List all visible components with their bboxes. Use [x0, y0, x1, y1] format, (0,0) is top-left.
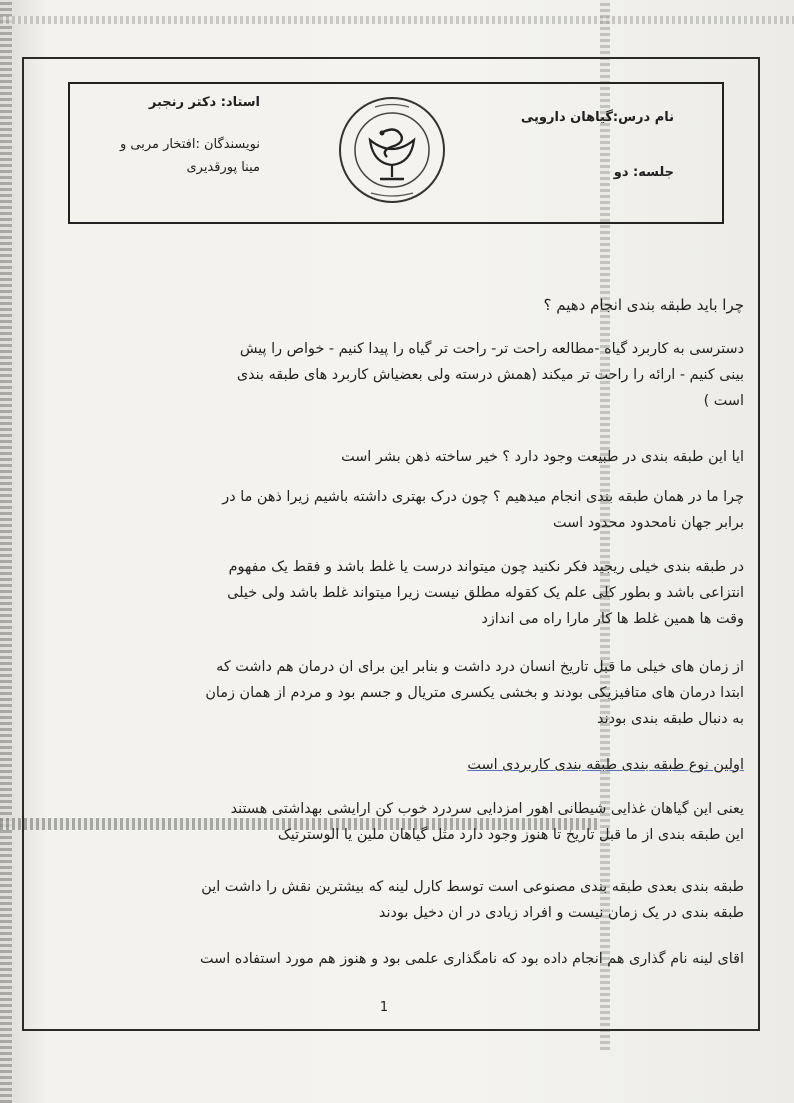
line: از زمان های خیلی ما قبل تاریخ انسان درد داشت و بنابر این برای ان درمان هم داشت که — [216, 659, 744, 675]
line: برابر جهان نامحدود محدود است — [552, 515, 744, 531]
authors-line-2: مینا پورقدیری — [186, 160, 260, 175]
page-number: 1 — [379, 1000, 389, 1015]
pharmacy-emblem-icon — [335, 93, 450, 208]
line: این طبقه بندی از ما قبل تاریخ تا هنوز وجود دارد مثل گیاهان ملین یا الوسترتیک — [277, 827, 744, 843]
line: یعنی این گیاهان غذایی شیطانی اهور امزدایی سردرد خوب کن ارایشی بهداشتی هستند — [230, 801, 744, 817]
line: دسترسی به کاربرد گیاه -مطالعه راحت تر- راحت تر گیاه را پیدا کنیم - خواص را پیش — [239, 341, 744, 357]
line: وقت ها همین غلط ها کار مارا راه می اندازد — [481, 611, 744, 627]
paragraph-2 — [38, 336, 744, 414]
binding-edge — [0, 0, 12, 1103]
line: انتزاعی باشد و بطور کلی علم یک کقوله مطلق نیست زیرا میتواند غلط باشد ولی خیلی — [227, 585, 744, 601]
line: در طبقه بندی خیلی ریجید فکر نکنید چون میتواند درست یا غلط باشد و فقط یک مفهوم — [228, 559, 744, 575]
paragraph-4 — [38, 484, 744, 536]
course-name: نام درس:گیاهان داروپی — [520, 110, 674, 125]
session-label: جلسه: دو — [613, 165, 674, 180]
authors-line-1: نویسندگان :افتخار مربی و — [119, 137, 260, 152]
line: چرا ما در همان طبقه بندی انجام میدهیم ؟ چون درک بهتری داشته باشیم زیرا ذهن ما در — [222, 489, 744, 505]
paragraph-9 — [38, 874, 744, 926]
paragraph-5 — [38, 554, 744, 632]
line: طبقه بندی بعدی طبقه بندی مصنوعی است توسط کارل لینه که بیشترین نقش را داشت این — [201, 879, 744, 895]
paragraph-1 — [38, 292, 744, 318]
paragraph-3 — [38, 444, 744, 470]
line: طبقه بندی در یک زمان نیست و افراد زیادی در ان دخیل بودند — [378, 905, 744, 921]
line: به دنبال طبقه بندی بودند — [597, 711, 744, 727]
line: ابتدا درمان های متافیزیکی بودند و بخشی یکسری متریال و جسم بود و مردم از همان زمان — [205, 685, 744, 701]
line: اقای لینه نام گذاری هم انجام داده بود که نامگذاری علمی بود و هنوز هم مورد استفاده است — [200, 951, 744, 967]
paragraph-8 — [38, 796, 744, 848]
paragraph-6 — [38, 654, 744, 732]
instructor-name: استاد: دکتر رنجبر — [148, 95, 260, 110]
line: اولین نوع طبقه بندی طبقه بندی کاربردی است — [467, 757, 744, 773]
line: چرا باید طبقه بندی انجام دهیم ؟ — [543, 296, 744, 314]
line: بینی کنیم - ارائه را راحت تر میکند (همش درسته ولی بعضیاش کاربرد های طبقه بندی — [236, 367, 744, 383]
paragraph-10 — [38, 946, 744, 972]
line: است ) — [703, 393, 744, 409]
binding-top-edge — [0, 16, 794, 24]
line: ایا این طبقه بندی در طبیعت وجود دارد ؟ خیر ساخته ذهن بشر است — [341, 449, 744, 465]
paragraph-7 — [38, 752, 744, 778]
